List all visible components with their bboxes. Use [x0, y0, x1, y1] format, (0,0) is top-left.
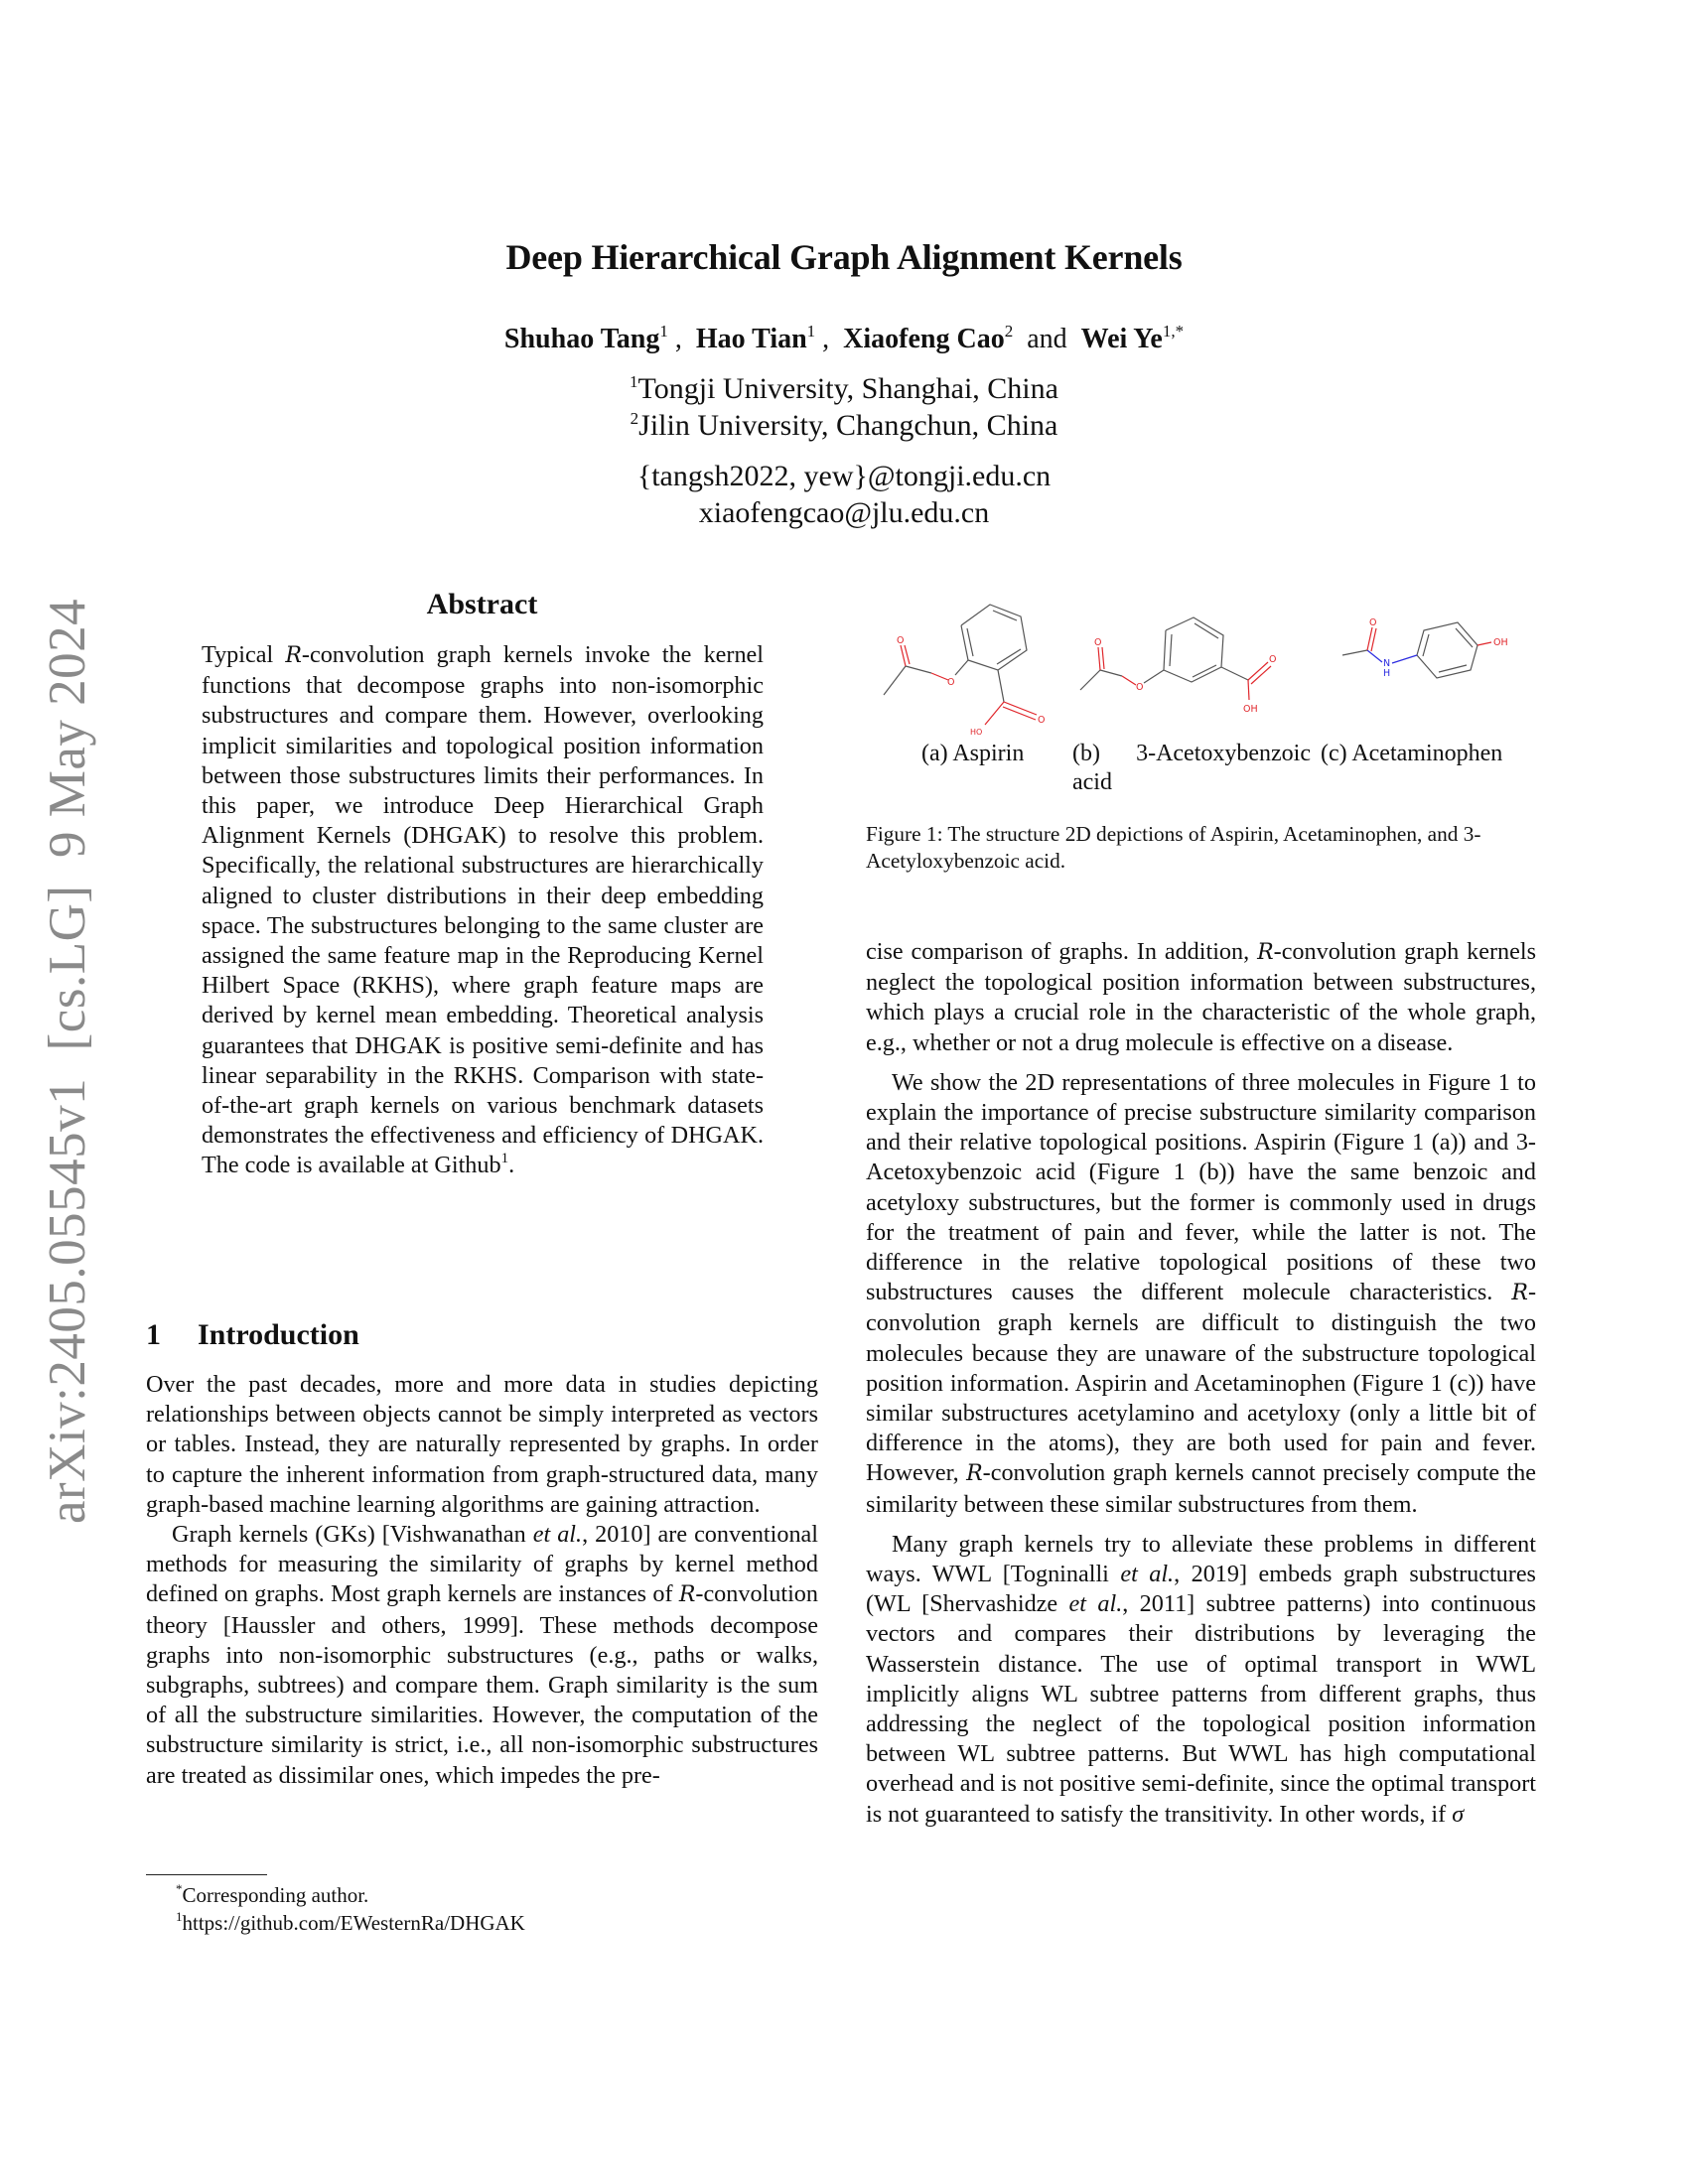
bond — [1122, 676, 1136, 685]
author-affiliation-mark: 1 — [659, 322, 668, 341]
subfigure-caption-c: (c) Acetaminophen — [1321, 741, 1503, 766]
footnote-ref[interactable]: 1 — [500, 1151, 509, 1167]
section-title: Introduction — [198, 1318, 359, 1351]
atom-label-oxygen: O — [1269, 654, 1277, 665]
bond — [1371, 628, 1376, 651]
subfigure-caption-b: (b) 3-Acetoxybenzoic acid — [1072, 741, 1311, 795]
bond — [993, 611, 1017, 620]
text-run: Typical — [202, 641, 286, 668]
affiliation — [0, 370, 1688, 407]
atom-label-hydrogen: H — [1383, 668, 1391, 679]
paragraph — [866, 1530, 1536, 1830]
footnote — [176, 1881, 368, 1909]
molecule-drawings — [866, 591, 1536, 740]
author-name: Shuhao Tang — [503, 324, 660, 354]
atom-label-hydroxyl: HO — [970, 728, 983, 737]
intro-right-column — [866, 937, 1536, 1830]
text-run: Many graph kernels try to alleviate these problems in different ways. WWL [Togninalli — [866, 1530, 1536, 1588]
abstract-heading: Abstract — [426, 588, 538, 620]
paragraph — [866, 937, 1536, 1058]
calligraphic-r-symbol: R — [1257, 940, 1274, 965]
bond — [961, 605, 1027, 670]
affiliation-mark: 2 — [630, 409, 639, 428]
arxiv-identifier-stamp: arXiv:2405.05545v1 [cs.LG] 9 May 2024 — [39, 598, 96, 1524]
email-line[interactable]: {tangsh2022, yew}@tongji.edu.cn — [636, 460, 1052, 492]
atom-label-oxygen: O — [947, 677, 955, 688]
section-number: 1 — [146, 1318, 161, 1351]
footnote-text: Corresponding author. — [182, 1883, 369, 1907]
text-run: -convolution graph kernels invoke the kernel functions that decompose graphs into non-isomorphic substructures and compare them. However, overlooking implicit similarities and topological position information between those substructures limits their performances. In this paper, we introduce Deep Hierarchical Graph Alignment Kernels (DHGAK) to resolve this problem. Specifically, the relational substructures are hierarchically aligned to cluster distributions in their deep embedding space. The substructures belonging to the same cluster are assigned the same feature map in the Reproducing Kernel Hilbert Space (RKHS), where graph feature maps are derived by kernel mean embedding. Theoretical analysis guarantees that DHGAK is positive semi-definite and has linear separability in the RKHS. Comparison with state-of-the-art graph kernels on various benchmark datasets demonstrates the effectiveness and efficiency of DHGAK. The code is available at Github — [202, 641, 765, 1179]
author-name: Hao Tian — [695, 324, 807, 354]
bond — [1477, 642, 1491, 645]
paragraph: Over the past decades, more and more data in studies depicting relationships between objects cannot be simply interpreted as vectors or tables. Instead, they are naturally represented by graphs. In order to capture the inherent information from graph-structured data, many graph-based machine learning algorithms are gaining attraction. — [146, 1371, 818, 1518]
text-run: cise comparison of graphs. In addition, — [866, 938, 1258, 965]
author-separator: , — [674, 324, 682, 354]
bond — [1367, 627, 1372, 650]
text-run: -convolution theory [Haussler and others, 1999]. These methods decompose graphs into non-isomorphic substructures (e.g., paths or walks, subgraphs, subtrees) and compare them. Graph similarity is the sum of all the substructure similarities. However, the computation of the substructure similarity is strict, i.e., all non-isomorphic substructures are treated as dissimilar ones, which impedes the pre- — [146, 1580, 818, 1789]
calligraphic-r-symbol: R — [285, 643, 302, 668]
bond — [998, 670, 1004, 702]
bond — [1392, 655, 1417, 663]
intro-left-column — [146, 1370, 818, 1791]
affiliation — [0, 407, 1688, 444]
affiliation-mark: 1 — [630, 372, 638, 391]
text-run: et al. — [532, 1521, 583, 1549]
bond — [1144, 670, 1164, 683]
atom-label-hydroxyl: OH — [1493, 637, 1508, 648]
bond — [967, 628, 973, 656]
atom-label-oxygen: O — [897, 635, 905, 646]
text-run: We show the 2D representations of three molecules in Figure 1 to explain the importance of precise substructure similarity comparison and their relative topological positions. Aspirin (Figure 1 (a)) and 3-Acetoxybenzoic acid (Figure 1 (b)) have the same benzoic and acetyloxy substructures, but the former is commonly used in drugs for the treatment of pain and fever, while the latter is not. The difference in the relative topological positions of these two substructures causes the different molecule characteristics. — [866, 1068, 1536, 1306]
bond — [1170, 634, 1172, 666]
figure-1-caption: Figure 1: The structure 2D depictions of Aspirin, Acetaminophen, and 3-Acetyloxybenzoic acid. — [866, 822, 1481, 873]
footnote-mark: * — [176, 1881, 183, 1896]
bond — [1248, 680, 1249, 700]
author-separator: , — [822, 324, 830, 354]
bond — [1100, 670, 1122, 676]
abstract-paragraph — [202, 640, 764, 1181]
footnote-divider — [146, 1874, 267, 1875]
author-affiliation-mark: 1 — [806, 322, 816, 341]
footnote-mark: 1 — [176, 1909, 183, 1924]
affiliation-text: Tongji University, Shanghai, China — [637, 372, 1058, 405]
text-run: , 2010] are conventional methods for measuring the similarity of graphs by kernel method defined on graphs. Most graph kernels are instances of — [146, 1521, 818, 1608]
text-run: Graph kernels (GKs) [Vishwanathan — [172, 1521, 533, 1549]
atom-label-hydroxyl: OH — [1243, 704, 1258, 715]
author-separator: and — [1027, 324, 1067, 354]
molecule-3-acetoxybenzoic-acid — [1080, 617, 1271, 700]
subfigure-caption-a: (a) Aspirin — [921, 741, 1025, 766]
abstract-body — [202, 640, 764, 1181]
footnote-link[interactable]: https://github.com/EWesternRa/DHGAK — [182, 1911, 525, 1935]
bond — [931, 673, 948, 680]
text-run: et al. — [1068, 1590, 1123, 1618]
bond — [1367, 650, 1382, 662]
atom-label-oxygen: O — [1094, 637, 1102, 648]
author-list — [0, 324, 1688, 355]
bond — [906, 666, 931, 673]
bond — [1342, 650, 1367, 655]
author-name: Wei Ye — [1080, 324, 1163, 354]
bond — [1164, 617, 1223, 682]
bond — [1004, 702, 1037, 715]
affiliation-text: Jilin University, Changchun, China — [638, 409, 1058, 442]
bond — [1003, 707, 1036, 720]
bond — [1102, 647, 1104, 669]
bond — [1423, 634, 1429, 656]
molecule-aspirin — [884, 605, 1037, 725]
text-run: -convolution graph kernels cannot precisely compute the similarity between these similar substructures from them. — [866, 1459, 1536, 1518]
text-run: , 2019] embeds graph substructures (WL [Shervashidze — [866, 1561, 1536, 1618]
author-emails — [0, 458, 1688, 531]
author-affiliation-mark: 1,* — [1162, 322, 1185, 341]
paragraph — [866, 1068, 1536, 1520]
paper-title: Deep Hierarchical Graph Alignment Kernels — [505, 237, 1183, 277]
author-affiliation-mark: 2 — [1004, 322, 1014, 341]
author-name: Xiaofeng Cao — [843, 324, 1005, 354]
bond — [985, 702, 1004, 725]
bond — [955, 660, 968, 675]
section-heading — [146, 1318, 359, 1352]
calligraphic-r-symbol: R — [1511, 1281, 1528, 1306]
text-run: -convolution graph kernels neglect the topological position information between substructures, which plays a crucial role in the characteristic of the whole graph, e.g., whether or not a drug molecule is effective on a disease. — [866, 938, 1536, 1056]
text-run: , 2011] subtree patterns) into continuous vectors and compares their distributions by leveraging the Wasserstein distance. The use of optimal transport in WWL implicitly aligns WL subtree patterns from different graphs, thus addressing the neglect of the topological position information between WL subtree patterns. But WWL has high computational overhead and is not positive semi-definite, since the optimal transport is not guaranteed to satisfy the transitivity. In other words, if — [866, 1590, 1536, 1828]
atom-label-oxygen: O — [1038, 715, 1046, 726]
bond — [905, 645, 910, 664]
bond — [1221, 667, 1248, 680]
atom-label-oxygen: O — [1369, 617, 1377, 628]
atom-label-nitrogen: N — [1383, 658, 1391, 669]
bond — [1098, 647, 1100, 670]
atom-label-oxygen: O — [1136, 682, 1144, 693]
bond — [1456, 628, 1473, 647]
paragraph — [146, 1520, 818, 1791]
text-run: et al. — [1120, 1561, 1175, 1588]
bond — [1080, 670, 1100, 690]
text-run: . — [508, 1152, 515, 1179]
sigma-symbol: σ — [1452, 1800, 1465, 1828]
calligraphic-r-symbol: R — [678, 1582, 696, 1608]
bond — [1439, 665, 1467, 672]
email-line[interactable]: xiaofengcao@jlu.edu.cn — [698, 496, 990, 529]
bond — [884, 666, 906, 695]
molecule-acetaminophen — [1342, 622, 1491, 678]
footnote — [176, 1909, 525, 1937]
text-run: -convolution graph kernels are difficult to distinguish the two molecules because they are unaware of the substructure topological position information. Aspirin and Acetaminophen (Figure 1 (c)) have similar substructures acetylamino and acetyloxy (only a little bit of difference in the atoms), they are both used for pain and fever. However, — [866, 1279, 1536, 1487]
calligraphic-r-symbol: R — [966, 1461, 983, 1487]
